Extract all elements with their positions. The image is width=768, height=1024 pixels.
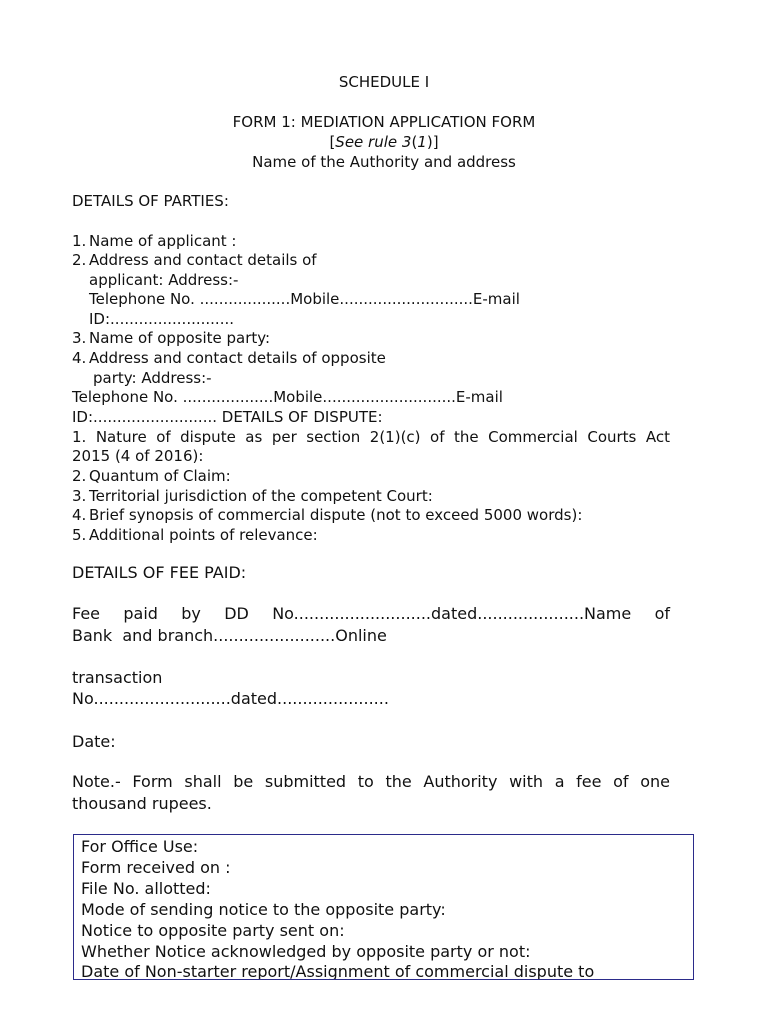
item-text: Address and contact details of opposite <box>89 349 386 367</box>
opposite-party-telephone: Telephone No. ...................Mobile............................E-mail <box>72 388 503 406</box>
list-item <box>72 348 386 368</box>
fee-transaction-line: transaction <box>72 668 163 687</box>
opposite-party-id-and-dispute-heading: ID:.......................... DETAILS OF DISPUTE: <box>72 408 383 426</box>
item-text: Name of opposite party: <box>89 329 271 347</box>
office-use-line: Whether Notice acknowledged by opposite party or not: <box>81 942 531 961</box>
dispute-item-1: 1. Nature of dispute as per section 2(1)(c) of the Commercial Courts Act <box>72 428 670 446</box>
date-line: Date: <box>72 732 116 751</box>
item-number: 5. <box>72 526 87 544</box>
item-text: Address and contact details of <box>89 251 317 269</box>
office-use-line: File No. allotted: <box>81 879 211 898</box>
dispute-item-1-cont: 2015 (4 of 2016): <box>72 447 204 465</box>
list-item <box>72 250 317 270</box>
item-number: 2. <box>72 467 87 485</box>
office-use-line: Date of Non-starter report/Assignment of commercial dispute to <box>81 962 595 980</box>
office-use-line: For Office Use: <box>81 837 199 856</box>
item-number: 4. <box>72 506 87 524</box>
office-use-line: Notice to opposite party sent on: <box>81 921 345 940</box>
item-number: 2. <box>72 251 87 269</box>
item-text: Quantum of Claim: <box>89 467 231 485</box>
item-number: 3. <box>72 329 87 347</box>
fee-transaction-no-line: No...........................dated...................... <box>72 689 389 708</box>
list-item <box>72 328 270 348</box>
office-use-box <box>73 834 694 980</box>
item-text: Additional points of relevance: <box>89 526 318 544</box>
office-use-line: Form received on : <box>81 858 231 877</box>
item-text: applicant: Address:- <box>89 271 239 289</box>
schedule-heading: SCHEDULE I <box>338 73 430 91</box>
note-line: Note.- Form shall be submitted to the Authority with a fee of one <box>72 772 670 791</box>
item-text: Territorial jurisdiction of the competent Court: <box>89 487 433 505</box>
office-use-line: Mode of sending notice to the opposite party: <box>81 900 446 919</box>
parties-heading: DETAILS OF PARTIES: <box>72 192 229 210</box>
list-item <box>72 231 236 251</box>
list-item <box>72 486 433 506</box>
rule-ref-paren-open: ( <box>411 133 418 151</box>
authority-line: Name of the Authority and address <box>252 153 516 171</box>
item-text: Telephone No. ...................Mobile............................E-mail <box>89 290 520 308</box>
rule-ref-italic: See rule 3 <box>335 133 412 151</box>
fee-heading: DETAILS OF FEE PAID: <box>72 563 247 582</box>
list-item <box>72 525 318 545</box>
list-item <box>72 505 582 525</box>
item-text: ID:.......................... <box>89 310 234 328</box>
item-number: 1. <box>72 232 87 250</box>
item-number: 3. <box>72 487 87 505</box>
list-item <box>72 309 234 329</box>
note-line-cont: thousand rupees. <box>72 794 212 813</box>
list-item <box>72 466 231 486</box>
item-number: 4. <box>72 349 87 367</box>
list-item <box>72 289 520 309</box>
item-text: party: Address:- <box>93 369 212 387</box>
form-title: FORM 1: MEDIATION APPLICATION FORM <box>232 113 536 131</box>
fee-dd-line: Fee paid by DD No...........................dated.....................Name of <box>72 604 670 623</box>
rule-reference <box>0 132 768 152</box>
list-item <box>72 270 238 290</box>
item-text: Brief synopsis of commercial dispute (not to exceed 5000 words): <box>89 506 583 524</box>
list-item <box>76 368 212 388</box>
rule-ref-num: 1 <box>417 133 427 151</box>
fee-bank-line: Bank and branch........................Online <box>72 626 387 645</box>
rule-ref-close: )] <box>426 133 439 151</box>
rule-ref-open: [ <box>329 133 336 151</box>
item-text: Name of applicant : <box>89 232 237 250</box>
